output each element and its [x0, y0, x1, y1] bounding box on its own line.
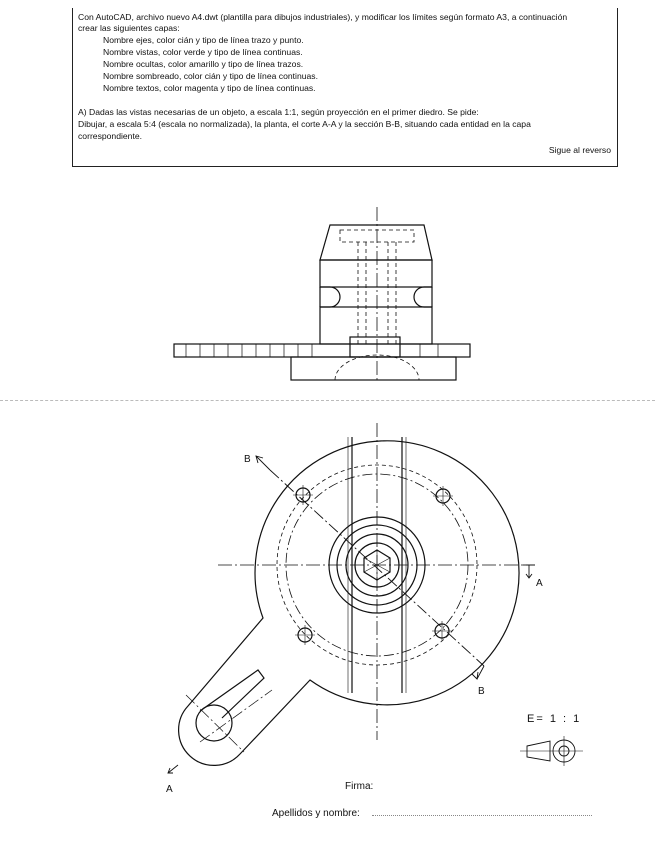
plan-view	[168, 423, 535, 773]
exercise-task-end: correspondiente.	[78, 131, 143, 141]
exercise-task: Dibujar, a escala 5:4 (escala no normalizada), la planta, el corte A-A y la sección B-B, situando cada entidad en la capa	[78, 119, 531, 129]
name-field-line	[372, 815, 592, 816]
continue-note: Sigue al reverso	[548, 145, 611, 155]
label-b-top: B	[244, 454, 251, 465]
projection-symbol	[520, 736, 583, 766]
exercise-statement: A) Dadas las vistas necesarias de un objeto, a escala 1:1, según proyección en el primer diedro. Se pide:	[78, 107, 479, 117]
layer-ocultas: Nombre ocultas, color amarillo y tipo de línea trazos.	[103, 59, 304, 69]
label-a-bottom: A	[166, 784, 173, 795]
elevation-view	[174, 207, 470, 383]
layer-ejes: Nombre ejes, color cián y tipo de línea trazo y punto.	[103, 35, 304, 45]
layer-textos: Nombre textos, color magenta y tipo de línea continuas.	[103, 83, 316, 93]
label-a-right: A	[536, 578, 543, 589]
layer-sombreado: Nombre sombreado, color cián y tipo de línea continuas.	[103, 71, 318, 81]
layer-vistas: Nombre vistas, color verde y tipo de línea continuas.	[103, 47, 303, 57]
label-b-bottom: B	[478, 686, 485, 697]
fold-line	[0, 400, 655, 401]
name-label: Apellidos y nombre:	[272, 808, 360, 819]
scale-label: E= 1 : 1	[527, 713, 582, 725]
instruction-line-1: Con AutoCAD, archivo nuevo A4.dwt (plantilla para dibujos industriales), y modificar los límites según formato A3, a continuación	[78, 12, 568, 22]
signature-label: Firma:	[345, 781, 374, 792]
instruction-line-2: crear las siguientes capas:	[78, 23, 180, 33]
